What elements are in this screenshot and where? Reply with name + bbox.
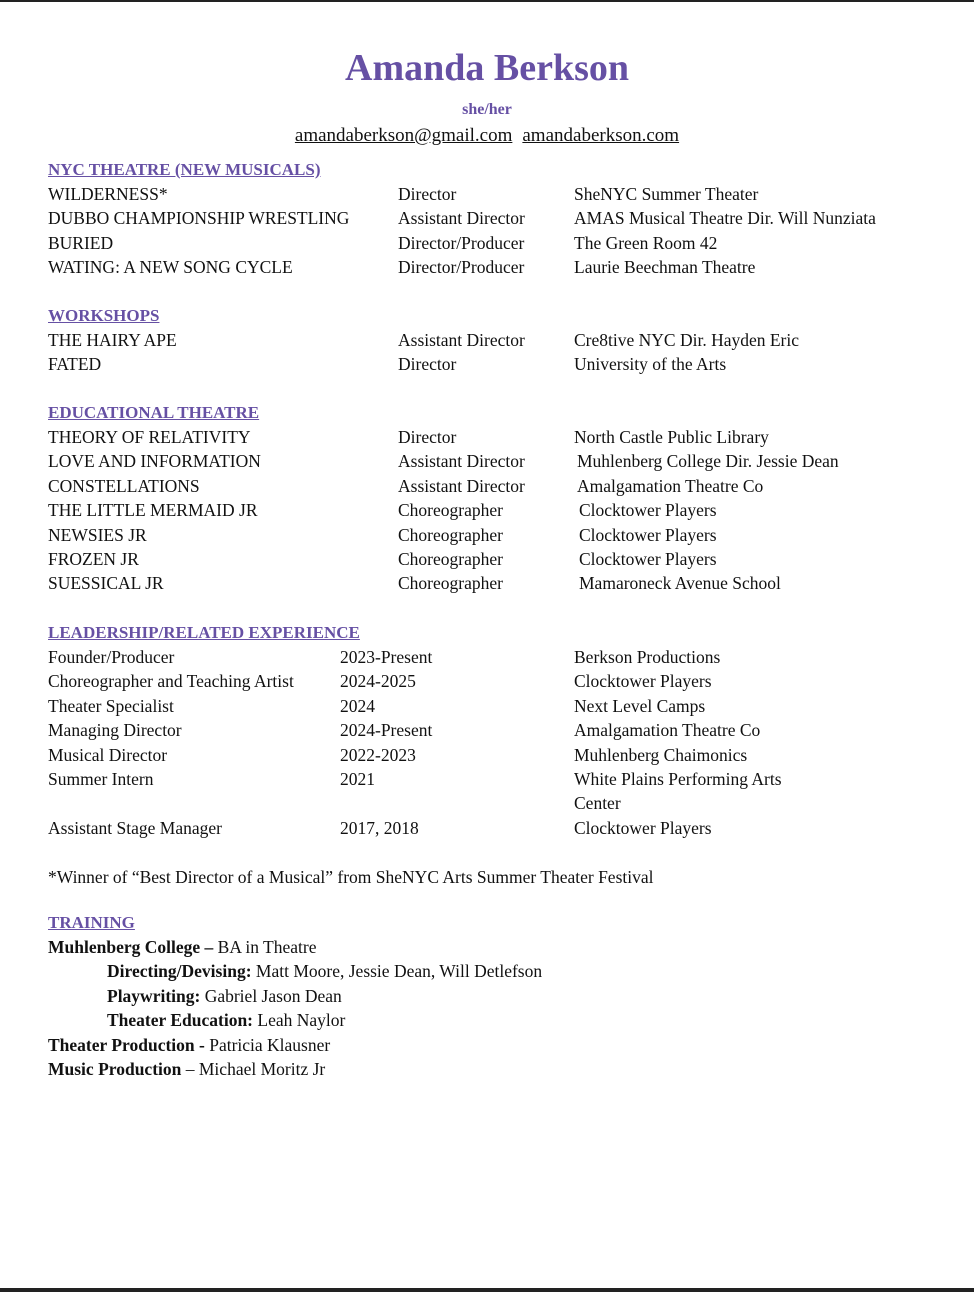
position: Founder/Producer	[48, 647, 175, 667]
training-value: Gabriel Jason Dean	[200, 985, 342, 1006]
training-label: Music Production	[48, 1058, 182, 1079]
training-label: Directing/Devising:	[107, 961, 252, 982]
training-value: BA in Theatre	[213, 937, 317, 957]
venue: University of the Arts	[574, 354, 727, 375]
award-footnote: *Winner of “Best Director of a Musical” from SheNYC Arts Summer Theater Festival	[48, 867, 654, 887]
venue: Clocktower Players	[579, 524, 717, 545]
production-title: THEORY OF RELATIVITY	[48, 427, 251, 447]
section-heading: NYC THEATRE (NEW MUSICALS)	[48, 160, 321, 179]
training-music-production	[48, 1057, 928, 1081]
production-title: THE HAIRY APE	[48, 330, 177, 350]
training-college	[48, 935, 928, 959]
dates: 2024-2025	[340, 671, 416, 692]
venue: Cre8tive NYC Dir. Hayden Eric	[574, 330, 800, 350]
section-heading: TRAINING	[48, 913, 135, 932]
training-value: – Michael Moritz Jr	[181, 1058, 326, 1079]
section-educational-theatre	[48, 401, 928, 596]
section-heading: EDUCATIONAL THEATRE	[48, 403, 260, 422]
role: Assistant Director	[398, 208, 525, 229]
experience-row	[48, 816, 928, 840]
contact-line	[0, 124, 974, 148]
production-title: WILDERNESS*	[48, 184, 168, 204]
position: Summer Intern	[48, 768, 154, 789]
position: Assistant Stage Manager	[48, 817, 222, 838]
training-directing	[48, 959, 928, 983]
dates: 2017, 2018	[340, 817, 419, 838]
position: Choreographer and Teaching Artist	[48, 671, 294, 692]
credit-row	[48, 328, 928, 352]
website-link[interactable]: amandaberkson.com	[522, 125, 680, 146]
role: Assistant Director	[398, 451, 525, 472]
venue: Clocktower Players	[579, 548, 717, 569]
training-theater-production	[48, 1033, 928, 1057]
training-value: Leah Naylor	[253, 1010, 346, 1031]
credit-row	[48, 352, 928, 376]
venue: AMAS Musical Theatre Dir. Will Nunziata	[574, 208, 876, 229]
organization: Clocktower Players	[574, 671, 712, 692]
role: Assistant Director	[398, 330, 525, 350]
pronouns: she/her	[462, 101, 512, 118]
role: Director	[398, 184, 457, 204]
experience-row	[48, 694, 928, 718]
production-title: THE LITTLE MERMAID JR	[48, 500, 258, 521]
credit-row	[48, 255, 928, 279]
dates: 2023-Present	[340, 647, 433, 667]
experience-row	[48, 669, 928, 693]
position: Musical Director	[48, 744, 168, 765]
production-title: LOVE AND INFORMATION	[48, 451, 261, 472]
role: Director/Producer	[398, 232, 525, 253]
dates: 2024	[340, 695, 375, 716]
venue: Muhlenberg College Dir. Jessie Dean	[577, 451, 839, 472]
training-theater-education	[48, 1008, 928, 1032]
organization: Clocktower Players	[574, 817, 712, 838]
role: Choreographer	[398, 548, 503, 569]
experience-row	[48, 718, 928, 742]
experience-row	[48, 767, 928, 791]
production-title: DUBBO CHAMPIONSHIP WRESTLING	[48, 208, 350, 229]
credit-row	[48, 449, 928, 473]
organization: White Plains Performing Arts	[574, 768, 782, 789]
production-title: CONSTELLATIONS	[48, 475, 200, 496]
credit-row	[48, 547, 928, 571]
organization: Amalgamation Theatre Co	[574, 720, 761, 741]
production-title: WATING: A NEW SONG CYCLE	[48, 257, 293, 278]
role: Choreographer	[398, 573, 503, 594]
training-label: Theater Production -	[48, 1034, 205, 1055]
venue: North Castle Public Library	[574, 427, 769, 447]
experience-row-continuation	[48, 791, 928, 815]
training-label: Theater Education:	[107, 1010, 253, 1031]
dates: 2021	[340, 768, 375, 789]
credit-row	[48, 231, 928, 255]
email-link[interactable]: amandaberkson@gmail.com	[294, 125, 513, 146]
dates: 2024-Present	[340, 720, 433, 741]
position: Managing Director	[48, 720, 182, 741]
resume-name: Amanda Berkson	[345, 47, 629, 89]
production-title: FROZEN JR	[48, 548, 139, 569]
credit-row	[48, 474, 928, 498]
position: Theater Specialist	[48, 695, 174, 716]
section-leadership	[48, 621, 928, 840]
role: Director	[398, 354, 457, 375]
role: Director/Producer	[398, 257, 525, 278]
experience-row	[48, 743, 928, 767]
venue: Mamaroneck Avenue School	[579, 573, 781, 594]
section-heading: LEADERSHIP/RELATED EXPERIENCE	[48, 623, 360, 642]
training-label: Playwriting:	[107, 985, 201, 1006]
venue: Amalgamation Theatre Co	[577, 475, 764, 496]
credit-row	[48, 206, 928, 230]
venue: Laurie Beechman Theatre	[574, 257, 756, 278]
organization: Muhlenberg Chaimonics	[574, 744, 748, 765]
production-title: FATED	[48, 354, 102, 375]
credit-row	[48, 571, 928, 595]
organization: Next Level Camps	[574, 695, 706, 716]
credit-row	[48, 425, 928, 449]
production-title: SUESSICAL JR	[48, 573, 164, 594]
credit-row	[48, 182, 928, 206]
experience-row	[48, 645, 928, 669]
role: Choreographer	[398, 524, 503, 545]
training-playwriting	[48, 984, 928, 1008]
production-title: BURIED	[48, 232, 114, 253]
role: Director	[398, 427, 457, 447]
venue: The Green Room 42	[574, 232, 718, 253]
venue: Clocktower Players	[579, 500, 717, 521]
organization: Berkson Productions	[574, 647, 721, 667]
credit-row	[48, 498, 928, 522]
credit-row	[48, 523, 928, 547]
bottom-border	[0, 1288, 974, 1292]
section-training	[48, 911, 928, 1081]
role: Choreographer	[398, 500, 503, 521]
dates: 2022-2023	[340, 744, 416, 765]
venue: SheNYC Summer Theater	[574, 184, 759, 204]
training-value: Patricia Klausner	[204, 1034, 331, 1055]
training-value: Matt Moore, Jessie Dean, Will Detlefson	[251, 961, 543, 982]
role: Assistant Director	[398, 475, 525, 496]
organization: Center	[574, 793, 621, 814]
production-title: NEWSIES JR	[48, 524, 147, 545]
training-label: Muhlenberg College –	[48, 937, 214, 957]
section-nyc-theatre	[48, 158, 928, 280]
section-workshops	[48, 304, 928, 377]
section-heading: WORKSHOPS	[48, 306, 160, 325]
